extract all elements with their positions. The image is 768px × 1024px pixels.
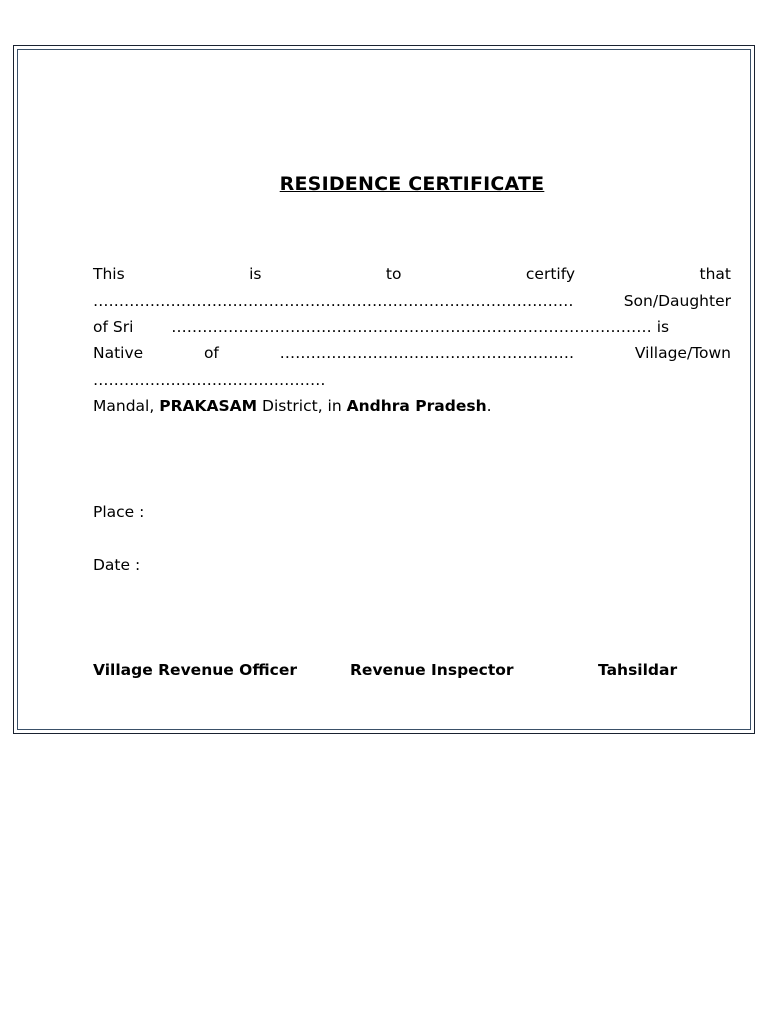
district-name: PRAKASAM	[159, 397, 258, 415]
sentence-end: .	[486, 397, 492, 415]
father-name-blank: …………………………………………………………………………………	[171, 318, 652, 336]
date-label: Date :	[93, 556, 141, 574]
body-line-5	[93, 370, 731, 390]
word-to: to	[385, 265, 402, 283]
village-blank: …………………………………………………	[279, 344, 575, 362]
signatory-vro: Village Revenue Officer	[93, 661, 297, 679]
signatory-tahsildar: Tahsildar	[598, 661, 678, 679]
son-daughter-label: Son/Daughter	[623, 292, 731, 310]
native-label: Native	[93, 344, 144, 362]
certificate-title: RESIDENCE CERTIFICATE	[279, 173, 545, 195]
district-text: District, in	[257, 397, 347, 415]
body-line-3	[93, 317, 705, 337]
mandal-blank: ………………………………………	[93, 371, 326, 389]
of-label: of	[203, 344, 219, 362]
body-line-6	[93, 396, 731, 416]
date-line	[93, 555, 731, 575]
place-label: Place :	[93, 503, 145, 521]
name-blank: …………………………………………………………………………………	[93, 292, 574, 310]
place-line	[93, 502, 731, 522]
body-line-4	[93, 343, 731, 363]
body-line-1	[93, 264, 731, 284]
is-label: is	[656, 318, 670, 336]
word-certify: certify	[525, 265, 576, 283]
mandal-label: Mandal,	[93, 397, 160, 415]
word-is: is	[249, 265, 262, 283]
signatory-revenue-inspector: Revenue Inspector	[350, 661, 514, 679]
word-that: that	[699, 265, 731, 283]
word-this: This	[93, 265, 125, 283]
of-sri-label: of Sri	[93, 318, 134, 336]
state-name: Andhra Pradesh	[346, 397, 487, 415]
body-line-2	[93, 291, 731, 311]
village-town-label: Village/Town	[634, 344, 731, 362]
